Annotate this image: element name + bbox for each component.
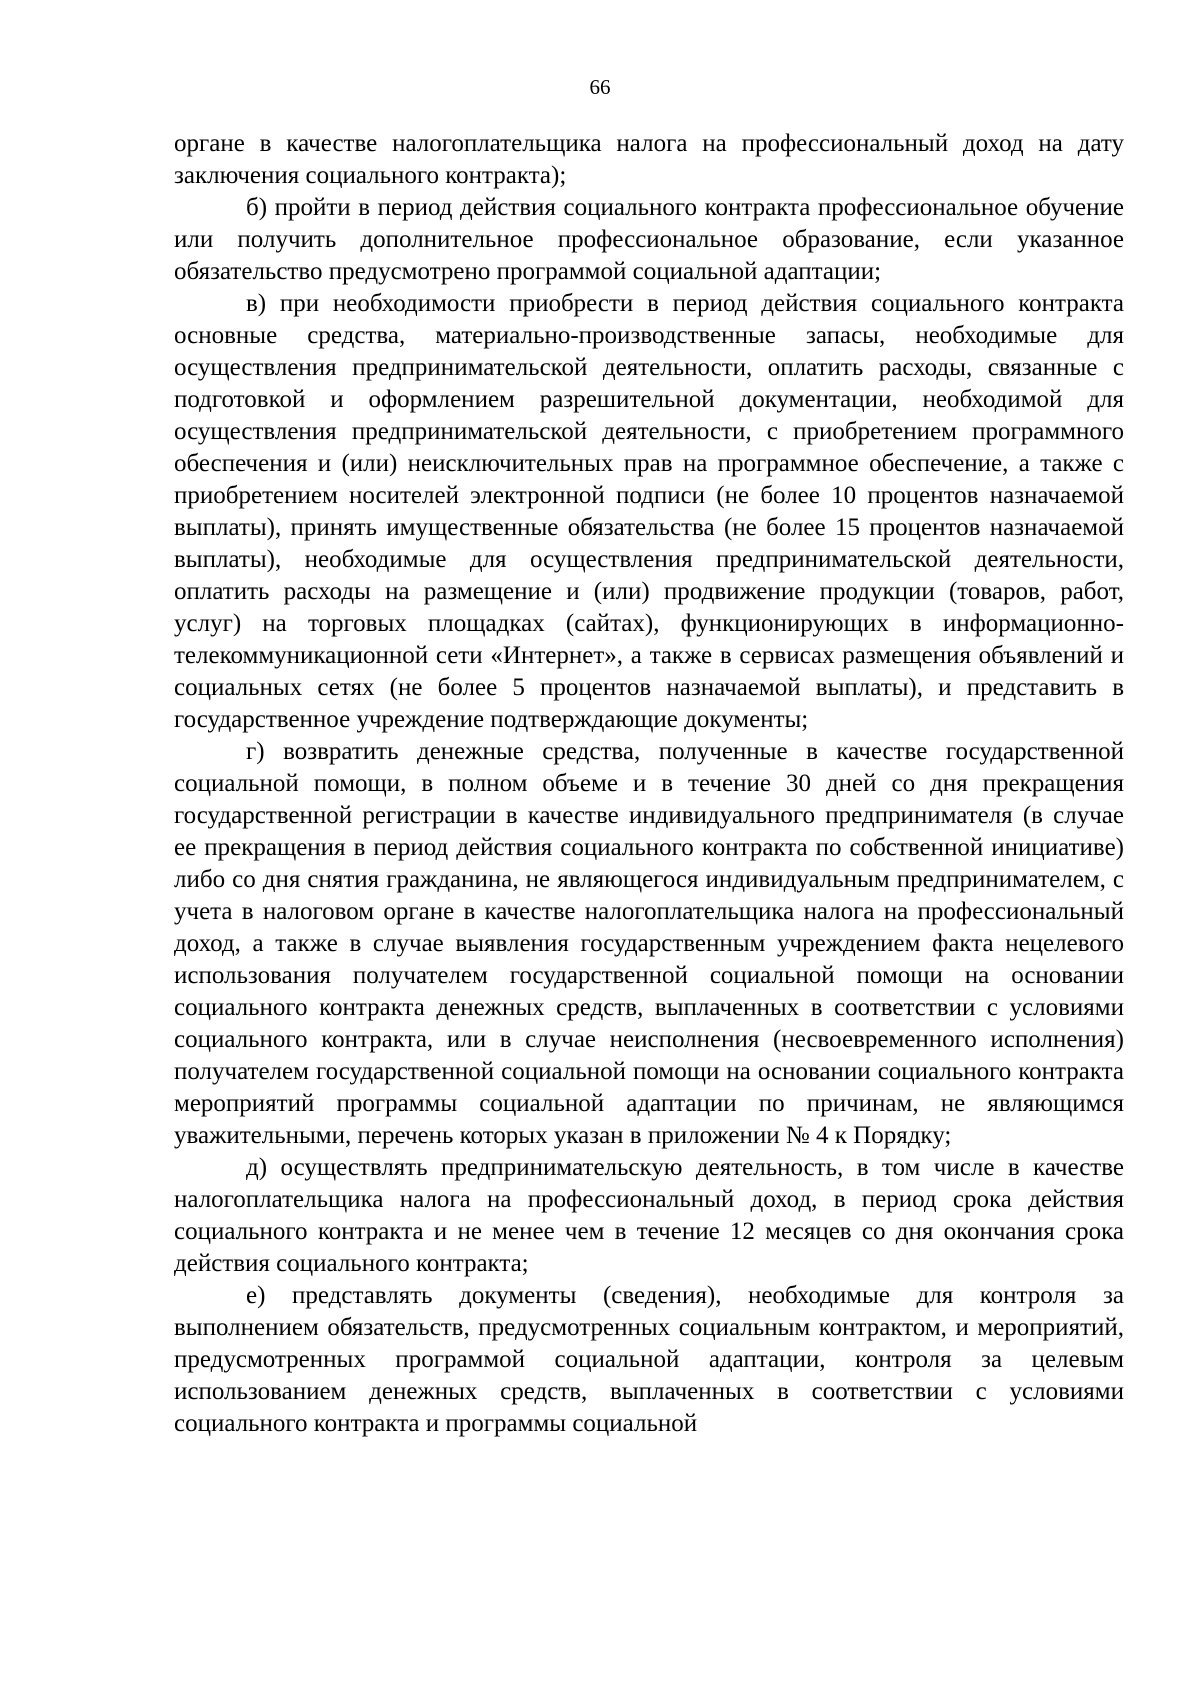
paragraph-item-d: д) осуществлять предпринимательскую деятельность, в том числе в качестве налогоплательщика налога на профессиональный доход, в период срока действия социального контракта и не менее чем в течение 12 месяцев со дня окончания срока действия социального контракта;: [174, 1154, 1124, 1277]
paragraph-item-e: е) представлять документы (сведения), необходимые для контроля за выполнением обязательств, предусмотренных социальным контрактом, и мероприятий, предусмотренных программой социальной адаптации, контроля за целевым использованием денежных средств, выплаченных в соответствии с условиями социального контракта и программы социальной: [174, 1282, 1124, 1437]
page-number: 66: [589, 75, 611, 99]
paragraph-continuation: органе в качестве налогоплательщика налога на профессиональный доход на дату заключения социального контракта);: [174, 130, 1124, 189]
paragraph-item-g: г) возвратить денежные средства, полученные в качестве государственной социальной помощи, в полном объеме и в течение 30 дней со дня прекращения государственной регистрации в качестве индивидуального предпринимателя (в случае ее прекращения в период действия социального контракта по собственной инициативе) либо со дня снятия гражданина, не являющегося индивидуальным предпринимателем, с учета в налоговом органе в качестве налогоплательщика налога на профессиональный доход, а также в случае выявления государственным учреждением факта нецелевого использования получателем государственной социальной помощи на основании социального контракта денежных средств, выплаченных в соответствии с условиями социального контракта, или в случае неисполнения (несвоевременного исполнения) получателем государственной социальной помощи на основании социального контракта мероприятий программы социальной адаптации по причинам, не являющимся уважительными, перечень которых указан в приложении № 4 к Порядку;: [174, 738, 1124, 1149]
paragraph-item-v: в) при необходимости приобрести в период действия социального контракта основные средства, материально-производственные запасы, необходимые для осуществления предпринимательской деятельности, оплатить расходы, связанные с подготовкой и оформлением разрешительной документации, необходимой для осуществления предпринимательской деятельности, с приобретением программного обеспечения и (или) неисключительных прав на программное обеспечение, а также с приобретением носителей электронной подписи (не более 10 процентов назначаемой выплаты), принять имущественные обязательства (не более 15 процентов назначаемой выплаты), необходимые для осуществления предпринимательской деятельности, оплатить расходы на размещение и (или) продвижение продукции (товаров, работ, услуг) на торговых площадках (сайтах), функционирующих в информационно-телекоммуникационной сети «Интернет», а также в сервисах размещения объявлений и социальных сетях (не более 5 процентов назначаемой выплаты), и представить в государственное учреждение подтверждающие документы;: [174, 290, 1124, 733]
document-body: [174, 128, 1124, 1440]
paragraph-item-b: б) пройти в период действия социального контракта профессиональное обучение или получить дополнительное профессиональное образование, если указанное обязательство предусмотрено программой социальной адаптации;: [174, 194, 1124, 285]
